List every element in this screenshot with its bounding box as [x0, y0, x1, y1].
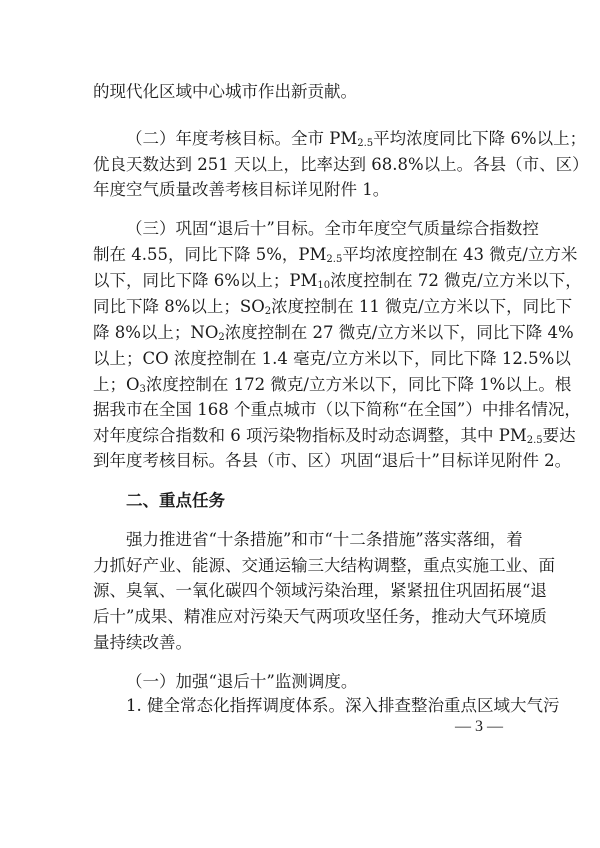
text-segment: 要达	[542, 426, 576, 445]
text-line	[93, 606, 547, 628]
text-segment: 浓度控制在 27 微克/立方米以下，同比下降 4%	[224, 323, 574, 342]
subscript: 2.5	[357, 138, 374, 149]
text-segment: 上；O	[93, 375, 140, 394]
subscript: 10	[317, 280, 331, 291]
text-segment: （一）加强“退后十”监测调度。	[126, 672, 358, 691]
subscript: 2.5	[326, 254, 343, 265]
text-line	[93, 322, 574, 344]
text-line	[126, 695, 560, 717]
text-segment: 后十”成果、精准应对污染天气两项攻坚任务，推动大气环境质	[93, 607, 547, 626]
text-line	[93, 270, 582, 292]
text-segment: 1. 健全常态化指挥调度体系。深入排查整治重点区域大气污	[126, 696, 560, 715]
text-segment: 量持续改善。	[93, 633, 192, 652]
text-line	[93, 81, 507, 103]
text-segment: 制在 4.55，同比下降 5%，PM	[93, 245, 327, 264]
text-segment: 以下，同比下降 6%以上；PM	[93, 271, 318, 290]
text-line	[93, 632, 507, 654]
text-segment: 力抓好产业、能源、交通运输三大结构调整，重点实施工业、面	[93, 556, 555, 575]
text-segment: 优良天数达到 251 天以上，比率达到 68.8%以上。各县（市、区）	[93, 155, 589, 174]
text-line	[93, 399, 581, 421]
text-line	[126, 218, 539, 240]
subscript: 2	[218, 332, 225, 343]
text-segment: 平均浓度同比下降 6%以上；	[373, 129, 587, 148]
text-segment: 年度空气质量改善考核目标详见附件 1。	[93, 180, 390, 199]
text-line	[126, 671, 507, 693]
text-line	[93, 179, 507, 201]
text-segment: 同比下降 8%以上；SO	[93, 297, 265, 316]
text-line	[93, 154, 589, 176]
text-segment: （三）巩固“退后十”目标。全市年度空气质量综合指数控	[126, 219, 539, 238]
text-line	[93, 580, 547, 602]
text-line	[93, 374, 572, 396]
text-segment: 浓度控制在 72 微克/立方米以下，	[330, 271, 582, 290]
text-segment: 平均浓度控制在 43 微克/立方米	[342, 245, 578, 264]
subscript: 2	[264, 306, 272, 317]
text-line	[93, 555, 555, 577]
text-line	[126, 128, 587, 150]
section-heading	[126, 490, 507, 512]
subscript: 2.5	[526, 435, 543, 446]
text-line	[93, 425, 576, 447]
text-segment: （二）年度考核目标。全市 PM	[126, 129, 358, 148]
text-segment: 对年度综合指数和 6 项污染物指标及时动态调整，其中 PM	[93, 426, 527, 445]
text-segment: 浓度控制在 172 微克/立方米以下，同比下降 1%以上。根	[145, 375, 572, 394]
text-line	[93, 348, 571, 370]
text-segment: 的现代化区域中心城市作出新贡献。	[93, 82, 357, 101]
text-segment: 到年度考核目标。各县（市、区）巩固“退后十”目标详见附件 2。	[93, 451, 572, 470]
text-segment: 据我市在全国 168 个重点城市（以下简称“在全国”）中排名情况，	[93, 400, 581, 419]
text-line	[93, 296, 573, 318]
page-number: — 3 —	[455, 718, 503, 735]
text-segment: 降 8%以上；NO	[93, 323, 219, 342]
text-segment: 二、重点任务	[126, 491, 225, 510]
text-segment: 源、臭氧、一氧化碳四个领域污染治理，紧紧扭住巩固拓展“退	[93, 581, 547, 600]
text-line	[93, 244, 578, 266]
text-segment: 浓度控制在 11 微克/立方米以下，同比下	[271, 297, 573, 316]
text-line	[93, 450, 572, 472]
subscript: 3	[139, 384, 146, 395]
text-segment: 以上；CO 浓度控制在 1.4 毫克/立方米以下，同比下降 12.5%以	[93, 349, 571, 368]
text-line	[126, 529, 523, 551]
text-segment: 强力推进省“十条措施”和市“十二条措施”落实落细，着	[126, 530, 523, 549]
